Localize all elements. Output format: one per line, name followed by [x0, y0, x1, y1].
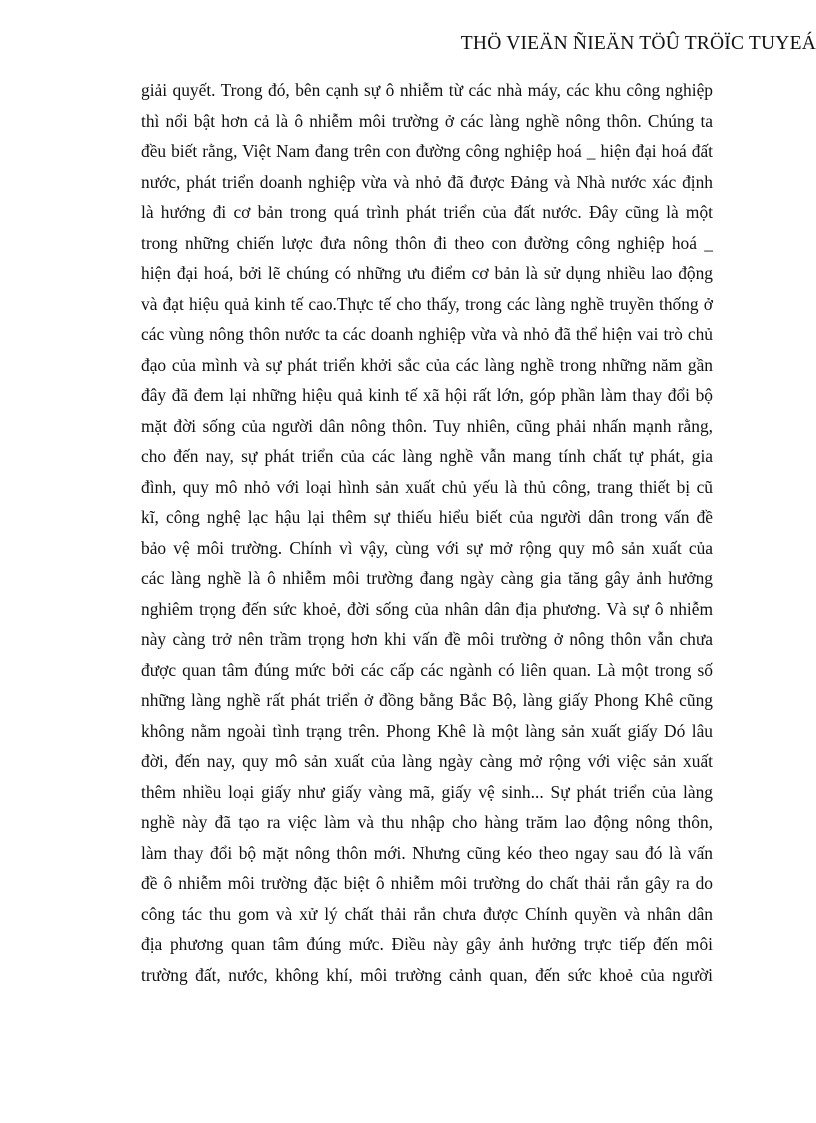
- text-line: giải quyết. Trong đó, bên cạnh sự ô nhiễm từ các nhà máy, các khu công nghiệp: [141, 80, 713, 100]
- text-line: nghiêm trọng đến sức khoẻ, đời sống của nhân dân địa phương. Và sự ô nhiễm: [141, 598, 713, 619]
- text-line: này càng trở nên trầm trọng hơn khi vấn đề môi trường ở nông thôn vẫn chưa: [141, 629, 713, 649]
- text-line: đạo của mình và sự phát triển khởi sắc của các làng nghề trong những năm gần: [141, 354, 713, 375]
- text-line: nước, phát triển doanh nghiệp vừa và nhỏ đã được Đảng và Nhà nước xác định: [141, 171, 713, 192]
- text-line: đây đã đem lại những hiệu quả kinh tế xã hội rất lớn, góp phần làm thay đổi bộ: [141, 385, 713, 405]
- text-line: là hướng đi cơ bản trong quá trình phát triển của đất nước. Đây cũng là một: [141, 202, 713, 222]
- text-line: đời, đến nay, quy mô sản xuất của làng ngày càng mở rộng với việc sản xuất: [141, 751, 713, 771]
- text-line: trong những chiến lược đưa nông thôn đi theo con đường công nghiệp hoá _: [141, 232, 713, 253]
- text-line: và đạt hiệu quả kinh tế cao.Thực tế cho thấy, trong các làng nghề truyền thống ở: [141, 293, 713, 314]
- text-line: cho đến nay, sự phát triển của các làng nghề vẫn mang tính chất tự phát, gia: [141, 446, 713, 466]
- text-line: nghề này đã tạo ra việc làm và thu nhập cho hàng trăm lao động nông thôn,: [141, 812, 713, 832]
- text-line: đều biết rằng, Việt Nam đang trên con đường công nghiệp hoá _ hiện đại hoá đất: [141, 141, 713, 161]
- text-line: địa phương quan tâm đúng mức. Điều này gây ảnh hưởng trực tiếp đến môi: [141, 934, 713, 954]
- text-line: mặt đời sống của người dân nông thôn. Tuy nhiên, cũng phải nhấn mạnh rằng,: [141, 415, 713, 436]
- text-line: trường đất, nước, không khí, môi trường cảnh quan, đến sức khoẻ của người: [141, 964, 713, 985]
- text-line: đình, quy mô nhỏ với loại hình sản xuất chủ yếu là thủ công, trang thiết bị cũ: [141, 476, 713, 497]
- text-line: những làng nghề rất phát triển ở đồng bằng Bắc Bộ, làng giấy Phong Khê cũng: [141, 690, 713, 710]
- text-line: không nằm ngoài tình trạng trên. Phong Khê là một làng sản xuất giấy Dó lâu: [141, 720, 713, 741]
- body-paragraph: [141, 75, 713, 990]
- text-line: hiện đại hoá, bởi lẽ chúng có những ưu điểm cơ bản là sử dụng nhiều lao động: [141, 263, 713, 283]
- text-line: kĩ, công nghệ lạc hậu lại thêm sự thiếu hiểu biết của người dân trong vấn đề: [141, 507, 713, 527]
- text-line: được quan tâm đúng mức bởi các cấp các ngành có liên quan. Là một trong số: [141, 659, 713, 680]
- text-line: làm thay đổi bộ mặt nông thôn mới. Nhưng cũng kéo theo ngay sau đó là vấn: [141, 842, 713, 863]
- text-line: thì nổi bật hơn cả là ô nhiễm môi trường ở các làng nghề nông thôn. Chúng ta: [141, 110, 713, 131]
- text-line: thêm nhiều loại giấy như giấy vàng mã, giấy vệ sinh... Sự phát triển của làng: [141, 781, 713, 802]
- text-line: các làng nghề là ô nhiễm môi trường đang ngày càng gia tăng gây ảnh hưởng: [141, 568, 713, 588]
- running-header: THÖ VIEÄN ÑIEÄN TÖÛ TRÖÏC TUYEÁ: [460, 33, 816, 54]
- text-line: đề ô nhiễm môi trường đặc biệt ô nhiễm môi trường do chất thải rắn gây ra do: [141, 873, 713, 893]
- text-line: công tác thu gom và xử lý chất thải rắn chưa được Chính quyền và nhân dân: [141, 903, 713, 924]
- text-line: các vùng nông thôn nước ta các doanh nghiệp vừa và nhỏ đã thể hiện vai trò chủ: [141, 324, 713, 344]
- text-line: bảo vệ môi trường. Chính vì vậy, cùng với sự mở rộng quy mô sản xuất của: [141, 537, 713, 558]
